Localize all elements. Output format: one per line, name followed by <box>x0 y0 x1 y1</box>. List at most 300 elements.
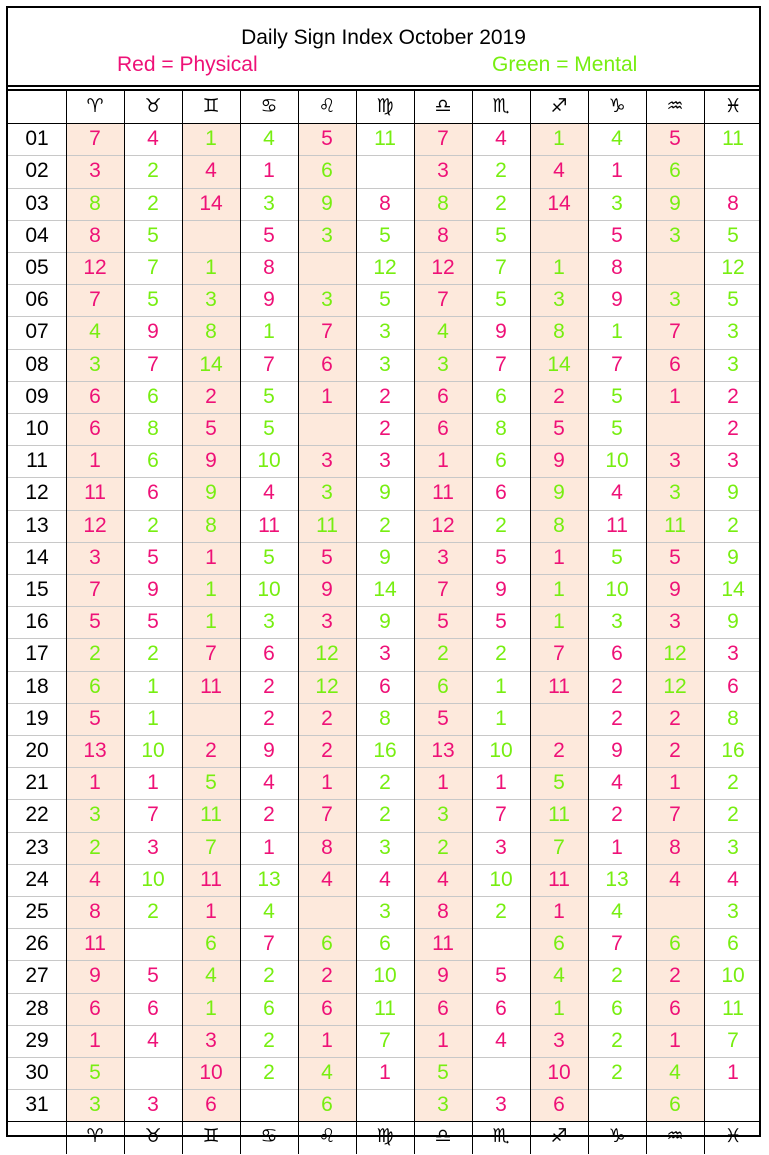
index-value-aquarius <box>646 414 704 446</box>
index-value-leo: 8 <box>321 835 333 859</box>
index-value-virgo: 12 <box>373 256 397 279</box>
column-divider <box>588 91 589 1154</box>
index-value-aquarius: 12 <box>663 674 687 698</box>
legend-physical: Red = Physical <box>117 53 258 76</box>
index-value-libra: 2 <box>437 835 449 859</box>
index-value-leo: 2 <box>321 706 333 730</box>
index-value-taurus: 10 <box>141 867 165 891</box>
index-value-libra: 5 <box>437 706 449 730</box>
index-value-scorpio: 7 <box>495 352 507 376</box>
index-value-taurus: 1 <box>147 771 159 795</box>
index-value-taurus: 1 <box>147 706 159 730</box>
index-value-pisces: 1 <box>727 1061 739 1084</box>
index-value-taurus: 5 <box>147 610 159 634</box>
index-value-capricorn: 10 <box>605 578 629 601</box>
index-value-gemini: 14 <box>199 191 223 215</box>
index-value-scorpio: 6 <box>495 481 507 505</box>
index-value-libra: 12 <box>431 256 455 279</box>
index-value-pisces: 12 <box>721 256 745 279</box>
day-label: 20 <box>25 739 49 762</box>
column-divider <box>66 91 67 1154</box>
index-value-sagittarius: 1 <box>553 256 565 279</box>
index-value-gemini: 2 <box>205 384 217 408</box>
index-value-cancer: 9 <box>263 739 275 762</box>
index-value-cancer: 7 <box>263 352 275 376</box>
index-value-cancer: 4 <box>263 771 275 795</box>
index-value-virgo <box>356 156 414 188</box>
sign-header-gemini-icon: ♊ <box>202 95 220 117</box>
day-label: 31 <box>25 1093 49 1117</box>
index-value-taurus: 5 <box>147 545 159 569</box>
index-value-virgo: 16 <box>373 739 397 762</box>
index-value-cancer: 2 <box>263 706 275 730</box>
day-label: 01 <box>25 127 49 151</box>
index-value-aries: 2 <box>89 642 101 666</box>
index-value-leo: 6 <box>321 1093 333 1117</box>
day-label: 29 <box>25 1028 49 1052</box>
index-value-capricorn: 3 <box>611 610 623 634</box>
index-value-virgo: 9 <box>379 545 391 569</box>
day-label: 09 <box>25 384 49 408</box>
index-value-pisces: 16 <box>721 739 745 762</box>
index-value-aries: 5 <box>89 706 101 730</box>
index-value-scorpio: 6 <box>495 384 507 408</box>
index-value-virgo: 1 <box>379 1061 391 1084</box>
index-value-leo: 2 <box>321 739 333 762</box>
index-value-virgo: 11 <box>374 996 396 1020</box>
index-value-aquarius: 1 <box>669 384 681 408</box>
sign-footer-capricorn-icon: ♑ <box>608 1125 626 1148</box>
index-value-gemini: 6 <box>205 932 217 956</box>
day-label: 19 <box>25 706 49 730</box>
day-label: 12 <box>25 481 49 505</box>
index-value-pisces: 3 <box>727 320 739 344</box>
index-value-libra: 11 <box>432 932 454 956</box>
column-divider <box>240 91 241 1154</box>
sign-footer-aries-icon: ♈ <box>86 1125 104 1148</box>
index-value-gemini: 1 <box>205 610 217 634</box>
index-value-taurus: 6 <box>147 481 159 505</box>
index-value-capricorn: 7 <box>611 932 623 956</box>
index-value-pisces: 14 <box>721 578 745 601</box>
index-value-leo <box>298 253 356 285</box>
legend-mental: Green = Mental <box>492 53 638 76</box>
index-value-capricorn: 9 <box>611 739 623 762</box>
index-value-sagittarius: 1 <box>553 127 565 151</box>
index-value-gemini: 9 <box>205 449 217 473</box>
index-value-libra: 6 <box>437 996 449 1020</box>
index-value-gemini: 11 <box>200 674 222 698</box>
index-value-gemini: 7 <box>205 835 217 859</box>
index-value-pisces: 2 <box>727 417 739 440</box>
index-value-sagittarius: 9 <box>553 449 565 473</box>
index-value-taurus: 6 <box>147 384 159 408</box>
index-value-leo: 1 <box>321 771 333 795</box>
index-value-pisces: 5 <box>727 288 739 312</box>
day-label: 03 <box>25 191 49 215</box>
sign-header-virgo-icon: ♍ <box>376 95 394 117</box>
column-divider <box>704 91 705 1154</box>
index-value-cancer: 6 <box>263 642 275 666</box>
index-value-aries: 3 <box>89 352 101 376</box>
index-value-cancer: 3 <box>263 610 275 634</box>
index-value-aquarius: 2 <box>669 964 681 988</box>
index-value-gemini: 11 <box>200 867 222 891</box>
index-value-leo: 3 <box>321 288 333 312</box>
index-value-cancer: 9 <box>263 288 275 312</box>
index-value-aries: 1 <box>89 449 101 473</box>
index-value-libra: 8 <box>437 223 449 247</box>
index-value-scorpio: 9 <box>495 320 507 344</box>
index-value-libra: 3 <box>437 352 449 376</box>
index-value-cancer: 4 <box>263 127 275 151</box>
sign-header-taurus-icon: ♉ <box>144 95 162 117</box>
column-divider <box>124 91 125 1154</box>
index-value-leo: 5 <box>321 545 333 569</box>
index-value-pisces: 2 <box>727 803 739 827</box>
index-value-virgo: 6 <box>379 932 391 956</box>
index-value-cancer: 2 <box>263 1028 275 1052</box>
index-value-virgo: 11 <box>374 127 396 151</box>
index-value-pisces: 3 <box>727 835 739 859</box>
index-value-capricorn: 2 <box>611 674 623 698</box>
index-value-virgo: 9 <box>379 481 391 505</box>
sign-footer-taurus-icon: ♉ <box>144 1125 162 1148</box>
day-label: 14 <box>25 545 49 569</box>
index-value-libra: 6 <box>437 674 449 698</box>
index-value-sagittarius: 1 <box>553 545 565 569</box>
sign-header-cancer-icon: ♋ <box>260 95 278 117</box>
index-value-aries: 6 <box>89 674 101 698</box>
index-value-sagittarius: 3 <box>553 288 565 312</box>
index-value-capricorn: 2 <box>611 1028 623 1052</box>
index-value-libra: 1 <box>437 449 449 473</box>
index-value-aquarius: 9 <box>669 578 681 601</box>
index-value-leo: 3 <box>321 223 333 247</box>
index-value-sagittarius: 6 <box>553 1093 565 1117</box>
index-value-aries: 4 <box>89 867 101 891</box>
day-label: 22 <box>25 803 49 827</box>
index-value-capricorn: 5 <box>611 384 623 408</box>
index-value-cancer: 10 <box>257 578 281 601</box>
index-value-gemini: 6 <box>205 1093 217 1117</box>
index-value-scorpio: 3 <box>495 1093 507 1117</box>
index-value-leo <box>298 414 356 446</box>
index-value-virgo: 8 <box>379 706 391 730</box>
index-value-capricorn: 5 <box>611 545 623 569</box>
index-value-capricorn: 5 <box>611 223 623 247</box>
sign-footer-scorpio-icon: ♏ <box>492 1125 510 1148</box>
index-value-capricorn: 4 <box>611 481 623 505</box>
day-label: 06 <box>25 288 49 312</box>
index-value-taurus: 6 <box>147 996 159 1020</box>
day-label: 13 <box>25 513 49 537</box>
sign-index-table <box>8 89 759 1148</box>
index-value-scorpio: 8 <box>495 417 507 440</box>
index-value-capricorn: 1 <box>611 835 623 859</box>
index-value-capricorn: 5 <box>611 417 623 440</box>
index-value-leo: 12 <box>315 674 339 698</box>
sign-header-aquarius-icon: ♒ <box>666 95 684 117</box>
index-value-scorpio: 2 <box>495 159 507 183</box>
index-value-cancer: 2 <box>263 803 275 827</box>
column-divider <box>472 91 473 1154</box>
index-value-pisces: 9 <box>727 610 739 634</box>
index-value-aquarius: 6 <box>669 1093 681 1117</box>
index-value-gemini <box>182 221 240 253</box>
index-value-pisces: 10 <box>721 964 745 988</box>
index-value-taurus: 5 <box>147 964 159 988</box>
index-value-aries: 6 <box>89 384 101 408</box>
index-value-scorpio: 7 <box>495 803 507 827</box>
index-value-capricorn: 6 <box>611 996 623 1020</box>
day-label: 08 <box>25 352 49 376</box>
index-value-sagittarius: 3 <box>553 1028 565 1052</box>
index-value-aries: 5 <box>89 610 101 634</box>
index-value-gemini: 1 <box>205 996 217 1020</box>
index-value-scorpio: 4 <box>495 1028 507 1052</box>
index-value-aries: 1 <box>89 1028 101 1052</box>
index-value-virgo: 3 <box>379 835 391 859</box>
index-value-virgo: 3 <box>379 642 391 666</box>
index-value-aries: 13 <box>83 739 107 762</box>
index-value-leo: 4 <box>321 867 333 891</box>
index-value-gemini: 7 <box>205 642 217 666</box>
index-value-scorpio: 10 <box>489 867 513 891</box>
index-value-sagittarius <box>530 221 588 253</box>
sign-footer-leo-icon: ♌ <box>318 1125 336 1148</box>
index-value-aquarius: 6 <box>669 352 681 376</box>
index-value-gemini: 14 <box>199 352 223 376</box>
index-value-gemini: 5 <box>205 771 217 795</box>
index-value-sagittarius: 11 <box>548 867 570 891</box>
index-value-capricorn: 13 <box>605 867 629 891</box>
index-value-leo: 6 <box>321 932 333 956</box>
index-value-taurus: 9 <box>147 320 159 344</box>
index-value-virgo: 3 <box>379 320 391 344</box>
index-value-scorpio: 2 <box>495 900 507 923</box>
index-value-scorpio: 2 <box>495 513 507 537</box>
day-label: 18 <box>25 674 49 698</box>
index-value-scorpio: 2 <box>495 191 507 215</box>
day-label: 05 <box>25 256 49 279</box>
index-value-capricorn <box>588 1090 646 1122</box>
index-value-libra: 12 <box>431 513 455 537</box>
index-value-aries: 3 <box>89 545 101 569</box>
index-value-aquarius: 4 <box>669 1061 681 1084</box>
index-value-cancer: 5 <box>263 384 275 408</box>
index-value-virgo: 7 <box>379 1028 391 1052</box>
index-value-gemini: 4 <box>205 159 217 183</box>
sign-header-capricorn-icon: ♑ <box>608 95 626 117</box>
index-value-cancer: 1 <box>263 320 275 344</box>
index-value-libra: 3 <box>437 1093 449 1117</box>
index-value-pisces: 11 <box>722 996 744 1020</box>
index-value-aries: 3 <box>89 1093 101 1117</box>
header <box>8 8 759 87</box>
index-value-pisces: 9 <box>727 481 739 505</box>
index-value-aquarius: 3 <box>669 288 681 312</box>
index-value-virgo: 5 <box>379 288 391 312</box>
index-value-leo: 6 <box>321 159 333 183</box>
index-value-cancer: 2 <box>263 1061 275 1084</box>
index-frame <box>6 6 761 1148</box>
index-value-scorpio: 6 <box>495 996 507 1020</box>
index-value-capricorn: 7 <box>611 352 623 376</box>
index-value-libra: 6 <box>437 417 449 440</box>
index-value-cancer: 3 <box>263 191 275 215</box>
index-value-capricorn: 10 <box>605 449 629 473</box>
index-value-aries: 2 <box>89 835 101 859</box>
sign-footer-gemini-icon: ♊ <box>202 1125 220 1148</box>
index-value-capricorn: 2 <box>611 1061 623 1084</box>
index-value-aquarius: 3 <box>669 481 681 505</box>
index-value-gemini: 8 <box>205 320 217 344</box>
index-value-pisces: 6 <box>727 674 739 698</box>
index-value-aquarius: 5 <box>669 545 681 569</box>
index-value-libra: 13 <box>431 739 455 762</box>
index-value-pisces: 7 <box>727 1028 739 1052</box>
index-value-pisces: 4 <box>727 867 739 891</box>
index-value-taurus <box>124 929 182 961</box>
index-value-gemini: 4 <box>205 964 217 988</box>
index-value-pisces: 11 <box>722 127 744 151</box>
index-value-taurus: 2 <box>147 159 159 183</box>
index-value-sagittarius: 8 <box>553 320 565 344</box>
index-value-capricorn: 1 <box>611 320 623 344</box>
index-value-libra: 3 <box>437 545 449 569</box>
index-value-libra: 1 <box>437 1028 449 1052</box>
index-value-aries: 8 <box>89 223 101 247</box>
index-value-aquarius: 8 <box>669 835 681 859</box>
index-value-cancer: 4 <box>263 481 275 505</box>
index-value-leo: 9 <box>321 191 333 215</box>
sign-header-libra-icon: ♎ <box>434 95 452 117</box>
day-label: 28 <box>25 996 49 1020</box>
index-value-virgo: 2 <box>379 384 391 408</box>
index-value-virgo: 2 <box>379 417 391 440</box>
index-value-cancer: 5 <box>263 417 275 440</box>
column-divider <box>356 91 357 1154</box>
index-value-scorpio: 5 <box>495 964 507 988</box>
index-value-scorpio: 5 <box>495 610 507 634</box>
index-value-virgo <box>356 1090 414 1122</box>
index-value-virgo: 6 <box>379 674 391 698</box>
index-value-pisces: 2 <box>727 513 739 537</box>
index-value-aries: 8 <box>89 191 101 215</box>
day-label: 26 <box>25 932 49 956</box>
index-value-sagittarius: 8 <box>553 513 565 537</box>
index-value-aries: 6 <box>89 417 101 440</box>
column-divider <box>530 91 531 1154</box>
index-value-taurus: 2 <box>147 191 159 215</box>
index-value-sagittarius: 1 <box>553 996 565 1020</box>
index-value-pisces: 5 <box>727 223 739 247</box>
index-value-aries: 12 <box>83 513 107 537</box>
index-value-aquarius: 3 <box>669 449 681 473</box>
index-value-virgo: 10 <box>373 964 397 988</box>
index-value-sagittarius: 11 <box>548 803 570 827</box>
sign-footer-sagittarius-icon: ♐ <box>550 1125 568 1148</box>
index-value-cancer: 1 <box>263 159 275 183</box>
index-value-aries: 9 <box>89 964 101 988</box>
index-value-aries: 3 <box>89 159 101 183</box>
day-label: 17 <box>25 642 49 666</box>
index-value-scorpio <box>472 1058 530 1090</box>
index-value-aries: 5 <box>89 1061 101 1084</box>
sign-header-pisces-icon: ♓ <box>724 95 742 117</box>
index-value-scorpio: 5 <box>495 288 507 312</box>
index-value-aquarius: 7 <box>669 320 681 344</box>
index-value-taurus: 2 <box>147 642 159 666</box>
index-value-libra: 8 <box>437 900 449 923</box>
index-value-aquarius: 2 <box>669 739 681 762</box>
index-value-leo: 6 <box>321 996 333 1020</box>
index-value-taurus: 3 <box>147 1093 159 1117</box>
index-value-aquarius <box>646 253 704 285</box>
index-value-pisces: 2 <box>727 771 739 795</box>
index-value-gemini: 1 <box>205 900 217 923</box>
index-value-sagittarius: 2 <box>553 739 565 762</box>
index-value-cancer: 5 <box>263 545 275 569</box>
index-value-sagittarius: 5 <box>553 771 565 795</box>
index-value-sagittarius: 4 <box>553 964 565 988</box>
index-value-virgo: 2 <box>379 803 391 827</box>
day-label: 15 <box>25 578 49 601</box>
index-value-taurus: 2 <box>147 900 159 923</box>
index-value-leo: 3 <box>321 481 333 505</box>
index-value-cancer: 7 <box>263 932 275 956</box>
index-value-libra: 4 <box>437 867 449 891</box>
index-value-capricorn: 6 <box>611 642 623 666</box>
index-value-gemini: 5 <box>205 417 217 440</box>
index-value-gemini: 10 <box>199 1061 223 1084</box>
index-value-aries: 11 <box>84 481 106 505</box>
index-value-scorpio: 4 <box>495 127 507 151</box>
index-value-cancer: 10 <box>257 449 281 473</box>
index-value-taurus <box>124 1058 182 1090</box>
sign-header-sagittarius-icon: ♐ <box>550 95 568 117</box>
index-value-libra: 1 <box>437 771 449 795</box>
day-label: 21 <box>25 771 49 795</box>
index-value-aries: 1 <box>89 771 101 795</box>
day-label: 23 <box>25 835 49 859</box>
index-value-capricorn: 4 <box>611 127 623 151</box>
index-value-aries: 8 <box>89 900 101 923</box>
column-divider <box>414 91 415 1154</box>
index-value-pisces: 3 <box>727 352 739 376</box>
index-value-cancer: 13 <box>257 867 281 891</box>
index-value-sagittarius: 1 <box>553 610 565 634</box>
index-value-scorpio: 5 <box>495 545 507 569</box>
index-value-gemini: 3 <box>205 288 217 312</box>
index-value-libra: 11 <box>432 481 454 505</box>
index-value-gemini <box>182 704 240 736</box>
index-value-leo: 2 <box>321 964 333 988</box>
index-value-libra: 2 <box>437 642 449 666</box>
index-value-aquarius: 9 <box>669 191 681 215</box>
index-value-sagittarius: 6 <box>553 932 565 956</box>
index-value-pisces: 6 <box>727 932 739 956</box>
column-divider <box>182 91 183 1154</box>
index-value-leo: 11 <box>316 513 338 537</box>
index-value-sagittarius <box>530 704 588 736</box>
day-label: 30 <box>25 1061 49 1084</box>
day-label: 24 <box>25 867 49 891</box>
index-value-scorpio: 6 <box>495 449 507 473</box>
day-label: 10 <box>25 417 49 440</box>
index-value-scorpio: 7 <box>495 256 507 279</box>
